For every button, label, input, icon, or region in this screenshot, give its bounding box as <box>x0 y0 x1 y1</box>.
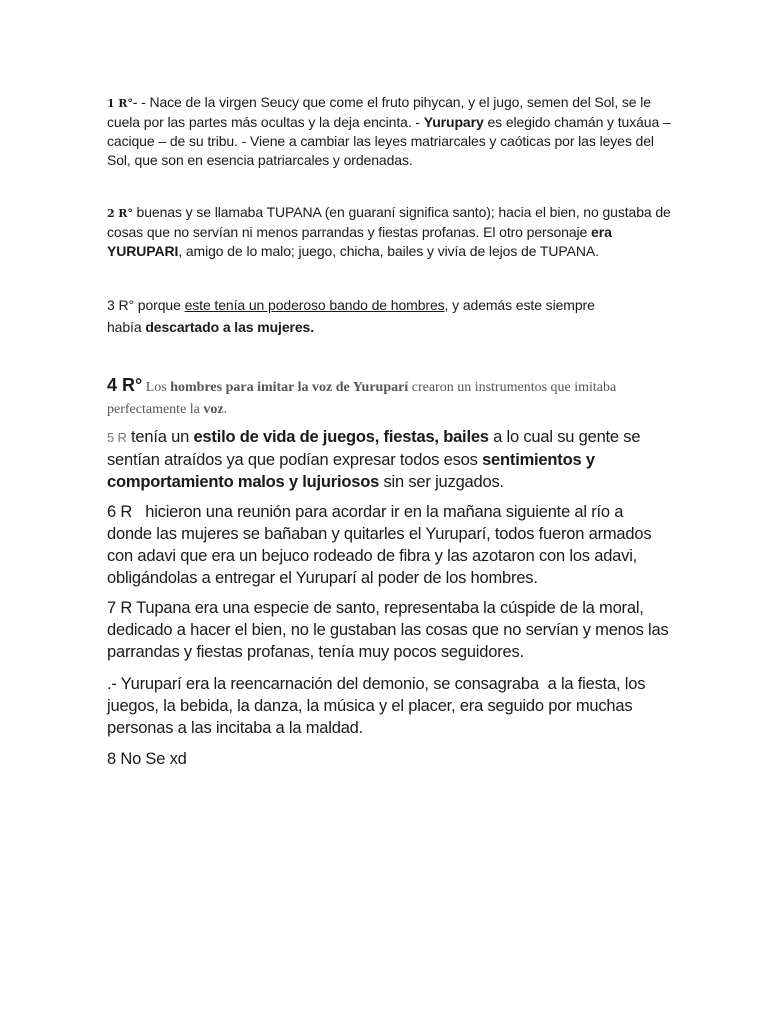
answer-3-number: 3 R° <box>107 297 134 313</box>
answer-7-continued: .- Yuruparí era la reencarnación del demonio, se consagraba a la fiesta, los juegos, la bebida, la danza, la música y el placer, era seguido por muchas personas a las incitaba a la maldad. <box>107 675 650 737</box>
answer-3-text-a: porque <box>134 297 185 313</box>
answer-4-bold-a: hombres para imitar la voz de Yuruparí <box>170 380 409 395</box>
answer-3-underlined: este tenía un poderoso bando de hombres <box>184 297 445 313</box>
answer-1-text-a: - - Nace de la virgen Seucy que come el fruto pihycan, y el jugo, semen del Sol, se le cuela por las partes más ocultas y la deja encinta. - <box>107 94 651 130</box>
answer-5-text-b: a lo cual su gente se sentían atraídos ya que podían expresar todos esos <box>107 428 641 469</box>
answer-5-bold-a: estilo de vida de juegos, fiestas, bailes <box>193 428 489 446</box>
answer-2-bold: era YURUPARI <box>107 224 612 259</box>
answer-4 <box>107 375 647 420</box>
answer-5-text-a: tenía un <box>126 428 194 446</box>
answer-6: 6 R hicieron una reunión para acordar ir en la mañana siguiente al río a donde las mujeres se bañaban y quitarles el Yuruparí, todos fueron armados con adavi que era un bejuco rodeado de fibra y las azotaron con los adavi, obligándolas a entregar el Yuruparí al poder de los hombres. <box>107 503 656 587</box>
answer-2-number: 2 R° <box>107 207 133 220</box>
answer-4-text-b: crearon un instrumentos que imitaba perfectamente la <box>107 380 617 417</box>
answer-8: 8 No Se xd <box>107 750 187 768</box>
answer-3-bold: descartado a las mujeres. <box>145 319 315 335</box>
answer-5 <box>107 426 672 493</box>
answer-4-text-a: Los <box>142 380 171 395</box>
answer-5-text-c: sin ser juzgados. <box>379 473 504 491</box>
answer-1-number: 1 R° <box>107 97 133 110</box>
answer-4-bold-b: voz <box>203 402 224 417</box>
answer-1-text-b: es elegido chamán y tuxáua – cacique – de su tribu. - Viene a cambiar las leyes matriarcales y caóticas por las leyes del Sol, que son en esencia patriarcales y ordenadas. <box>107 114 671 168</box>
answer-7: 7 R Tupana era una especie de santo, representaba la cúspide de la moral, dedicado a hacer el bien, no le gustaban las cosas que no servían y menos las parrandas y fiestas profanas, tenía muy pocos seguidores. <box>107 599 669 661</box>
answer-5-number: 5 R <box>107 430 127 445</box>
answer-3-text-b: , y además este siempre había <box>107 297 595 335</box>
answer-4-text-c: . <box>223 402 228 417</box>
answer-2-text-b: , amigo de lo malo; juego, chicha, bailes y vivía de lejos de TUPANA. <box>178 243 599 259</box>
answer-5-bold-b: sentimientos y comportamiento malos y lujuriosos <box>107 451 595 491</box>
answer-1-bold: Yurupary <box>423 114 484 130</box>
answer-2-text-a: buenas y se llamaba TUPANA (en guaraní significa santo); hacia el bien, no gustaba de cosas que no servían ni menos parrandas y fiestas profanas. El otro personaje <box>107 204 671 240</box>
answer-1 <box>107 93 672 170</box>
answer-3 <box>107 294 627 338</box>
answer-4-number: 4 R° <box>107 375 143 395</box>
answer-2 <box>107 203 672 261</box>
